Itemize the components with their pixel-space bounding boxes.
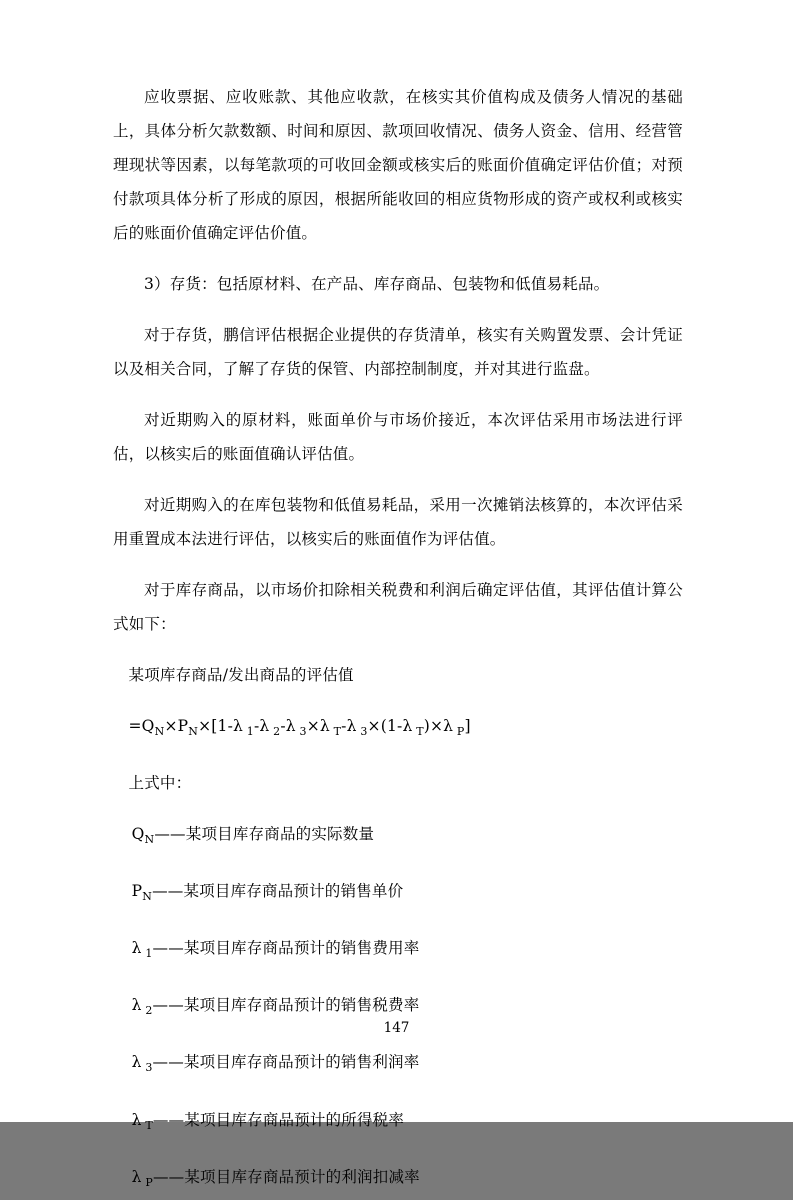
formula-title: 某项库存商品/发出商品的评估值 <box>128 666 354 684</box>
page-number: 147 <box>383 1020 410 1036</box>
legend-text-lambdat: ——某项目库存商品预计的所得税率 <box>152 1110 405 1129</box>
legend-text-pn: ——某项目库存商品预计的销售单价 <box>152 882 404 901</box>
formula-text: $=Q_N\times P_N\times[1-\lambda$ $_1$-λ $_2$-λ $_3$×λ $_T$-λ $_3$×(1-λ $_T$)×λ $_P$] <box>128 717 471 739</box>
legend-text-lambda2: ——某项目库存商品预计的销售税费率 <box>152 996 420 1015</box>
legend-symbol-pn: $P_N$ <box>131 882 153 904</box>
formula-intro: 上式中： <box>128 774 192 793</box>
legend-symbol-lambdap: λ $_P$ <box>131 1167 153 1189</box>
legend-item-lambda3 <box>113 1045 683 1085</box>
paragraph-packaging: 对近期购入的在库包装物和低值易耗品，采用一次摊销法核算的，本次评估采用重置成本法进行评估，以核实后的账面值作为评估值。 <box>113 496 683 548</box>
paragraph-receivables: 应收票据、应收账款、其他应收款，在核实其价值构成及债务人情况的基础上，具体分析欠款数额、时间和原因、款项回收情况、债务人资金、信用、经营管理现状等因素，以每笔款项的可收回金额或核实后的账面价值确定评估价值；对预付款项具体分析了形成的原因，根据所能收回的相应货物形成的资产或权利或核实后的账面价值确定评估价值。 <box>113 88 683 242</box>
legend-symbol-lambda2: λ $_2$ <box>131 996 153 1018</box>
legend-item-lambdap <box>113 1160 683 1200</box>
paragraph-raw-material: 对近期购入的原材料，账面单价与市场价接近，本次评估采用市场法进行评估，以核实后的账面值确认评估值。 <box>113 411 683 463</box>
legend-text-lambda1: ——某项目库存商品预计的销售费用率 <box>152 939 420 958</box>
legend-symbol-lambda1: λ $_1$ <box>131 939 153 961</box>
legend-item-lambda1 <box>113 931 683 971</box>
legend-symbol-lambda3: λ $_3$ <box>131 1053 153 1075</box>
legend-text-qn: ——某项目库存商品的实际数量 <box>154 825 375 844</box>
legend-symbol-qn: $Q_N$ <box>131 825 155 847</box>
valuation-formula <box>113 709 683 749</box>
paragraph-inventory-check: 对于存货，鹏信评估根据企业提供的存货清单，核实有关购置发票、会计凭证以及相关合同，了解了存货的保管、内部控制制度，并对其进行监盘。 <box>113 326 683 378</box>
legend-text-lambda3: ——某项目库存商品预计的销售利润率 <box>152 1053 420 1072</box>
legend-item-lambdat <box>113 1103 683 1143</box>
paragraph-goods-valuation: 对于库存商品，以市场价扣除相关税费和利润后确定评估值，其评估值计算公式如下： <box>113 581 683 633</box>
legend-item-qn <box>113 817 683 857</box>
paragraph-inventory-definition: 3）存货：包括原材料、在产品、库存商品、包装物和低值易耗品。 <box>144 275 610 293</box>
legend-symbol-lambdat: λ $_T$ <box>131 1110 153 1132</box>
legend-text-lambdap: ——某项目库存商品预计的利润扣减率 <box>152 1167 420 1186</box>
legend-item-pn <box>113 874 683 914</box>
